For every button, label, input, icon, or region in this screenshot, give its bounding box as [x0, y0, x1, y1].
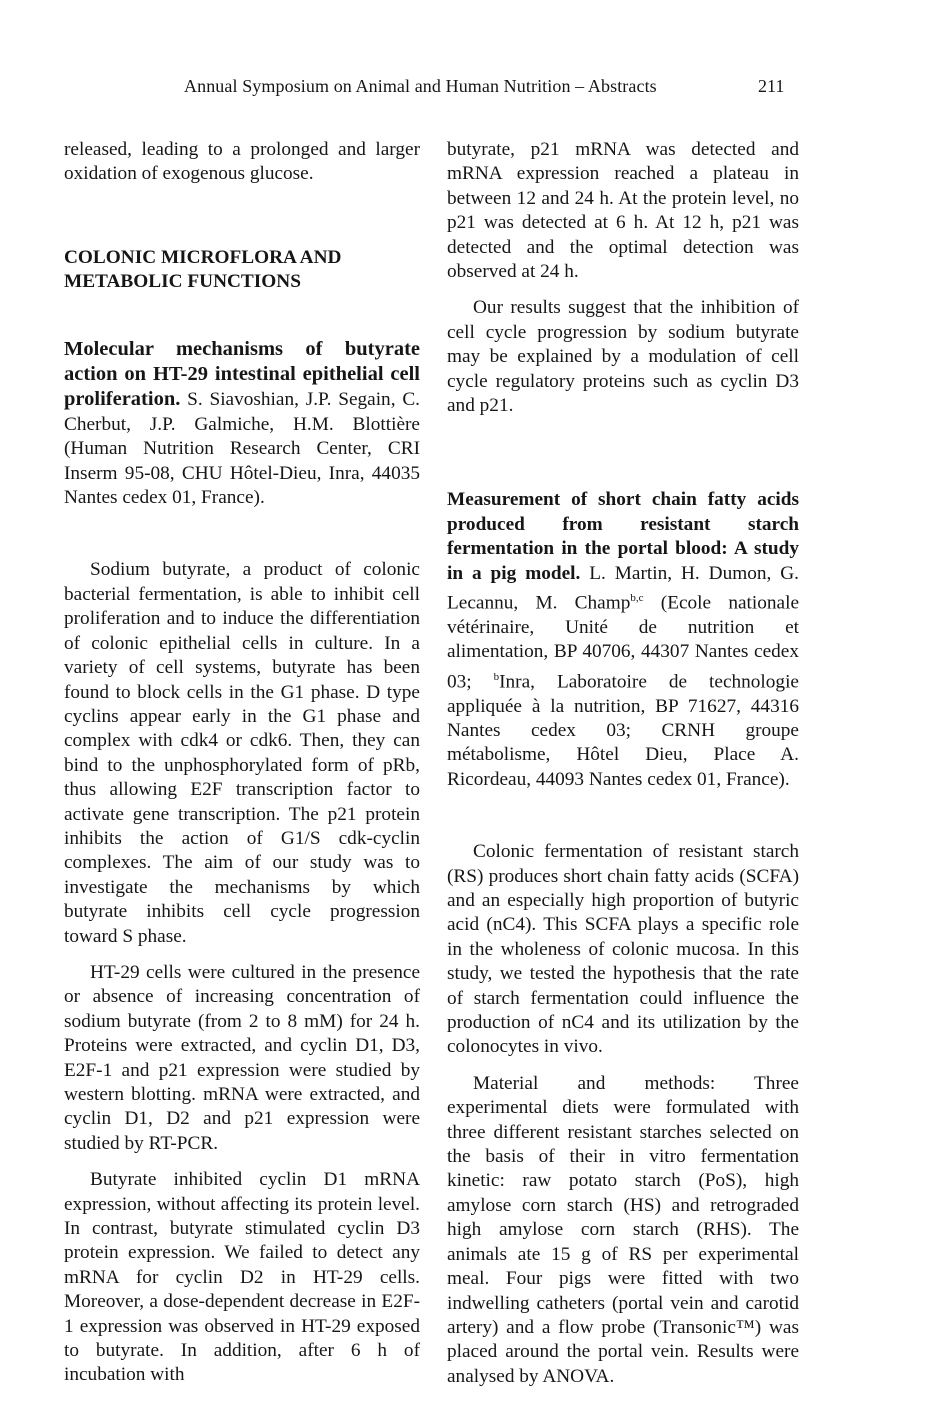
continued-paragraph: released, leading to a prolonged and larger oxidation of exogenous glucose. — [64, 139, 420, 185]
article-1-header — [64, 337, 420, 511]
article-1-title: Molecular mechanisms of butyrate action on HT-29 intestinal epithelial cell proliferation. — [64, 337, 420, 411]
article-2-paragraph: Colonic fermentation of resistant starch (RS) produces short chain fatty acids (SCFA) and an especially high proportion of butyric acid (nC4). This SCFA plays a specific role in the wholeness of colonic mucosa. In this study, we tested the hypothesis that the rate of starch fermentation could influence the production of nC4 and its utilization by the colonocytes in vivo. — [447, 841, 799, 1058]
article-1-paragraph: HT-29 cells were cultured in the presence or absence of increasing concentration of sodium butyrate (from 2 to 8 mM) for 24 h. Proteins were extracted, and cyclin D1, D3, E2F-1 and p21 expression were studied by western blotting. mRNA were extracted, and cyclin D1, D2 and p21 expression were studied by RT-PCR. — [64, 961, 420, 1154]
article-2-title: Measurement of short chain fatty acids produced from resistant starch fermentation in the portal blood: A study in a pig model. — [447, 489, 799, 584]
right-column — [447, 138, 799, 1389]
affiliation-mark: b — [493, 670, 500, 683]
affiliation-mark: b,c — [630, 592, 644, 605]
article-1-paragraph: Butyrate inhibited cyclin D1 mRNA expression, without affecting its protein level. In contrast, butyrate stimulated cyclin D3 protein expression. We failed to detect any mRNA for cyclin D2 in HT-29 cells. Moreover, a dose-dependent decrease in E2F-1 expression was observed in HT-29 exposed to butyrate. In addition, after 6 h of incubation with — [64, 1169, 420, 1386]
article-2-authors: L. Martin, H. Dumon, G. Lecannu, M. Champ — [447, 562, 799, 614]
section-heading: COLONIC MICROFLORA AND METABOLIC FUNCTIONS — [64, 246, 342, 293]
running-header — [0, 76, 930, 102]
article-2-affiliation-c: CRNH groupe métabolisme, Hôtel Dieu, Place A. Ricordeau, 44093 Nantes cedex 01, France). — [447, 719, 799, 790]
conclusion-paragraph: Our results suggest that the inhibition of cell cycle progression by sodium butyrate may be explained by a modulation of cell cycle regulatory proteins such as cyclin D3 and p21. — [447, 297, 799, 417]
article-1-paragraph: Sodium butyrate, a product of colonic bacterial fermentation, is able to inhibit cell proliferation and to induce the differentiation of colonic epithelial cells in culture. In a variety of cell systems, butyrate has been found to block cells in the G1 phase. D type cyclins appear early in the G1 phase and complex with cdk4 or cdk6. Then, they can bind to the unphosphorylated form of pRb, thus allowing E2F transcription factor to activate gene transcription. The p21 protein inhibits the action of G1/S cdk-cyclin complexes. The aim of our study was to investigate the mechanisms by which butyrate inhibits cell cycle progression toward S phase. — [64, 559, 420, 947]
article-2-affiliation-a: (Ecole nationale vétérinaire, Unité de nutrition et alimentation, BP 40706, 44307 Nantes cedex 03; — [447, 592, 800, 693]
continued-paragraph: butyrate, p21 mRNA was detected and mRNA expression reached a plateau in between 12 and 24 h. At the protein level, no p21 was detected at 6 h. At 12 h, p21 was detected and the optimal detection was observed at 24 h. — [447, 139, 799, 283]
article-2-affiliation-b: Inra, Laboratoire de technologie appliquée à la nutrition, BP 71627, 44316 Nantes cedex 03; — [447, 671, 799, 741]
article-1-authors: S. Siavoshian, J.P. Segain, C. Cherbut, J.P. Galmiche, H.M. Blottière (Human Nutrition Research Center, CRI Inserm 95-08, CHU Hôtel-Dieu, Inra, 44035 Nantes cedex 01, France). — [64, 389, 420, 509]
page-number: 211 — [758, 76, 785, 96]
article-2-paragraph: Material and methods: Three experimental diets were formulated with three different resistant starches selected on the basis of their in vitro fermentation kinetic: raw potato starch (PoS), high amylose corn starch (HS) and retrograded high amylose corn starch (RHS). The animals ate 15 g of RS per experimental meal. Four pigs were fitted with two indwelling catheters (portal vein and carotid artery) and a flow probe (Transonic™) was placed around the portal vein. Results were analysed by ANOVA. — [447, 1072, 799, 1387]
left-column — [64, 138, 420, 1388]
journal-title: Annual Symposium on Animal and Human Nutrition – Abstracts — [184, 76, 657, 96]
article-2-header — [447, 488, 799, 792]
